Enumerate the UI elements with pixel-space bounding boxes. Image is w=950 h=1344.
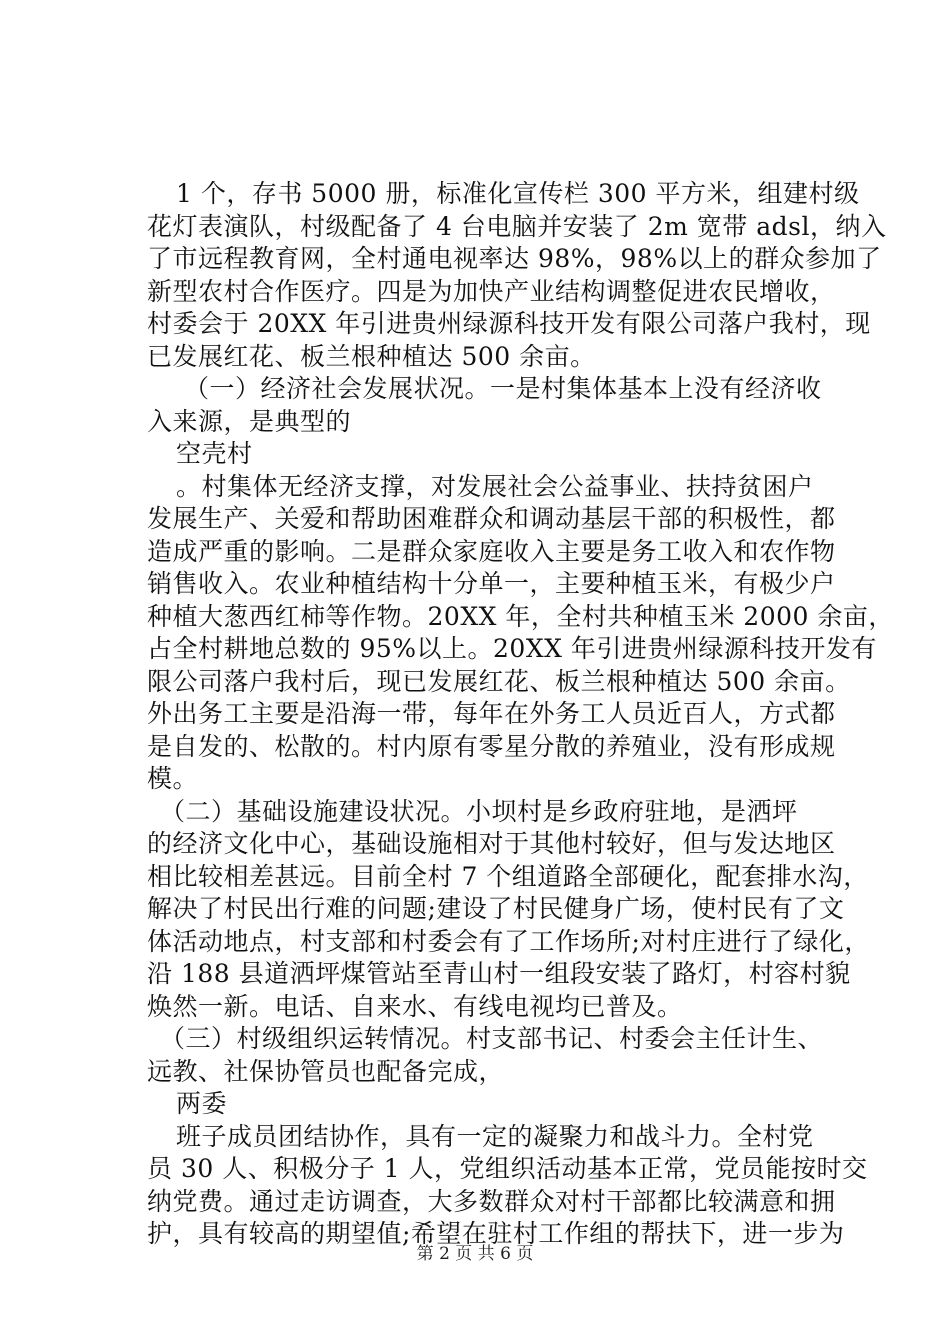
body-text-line: 新型农村合作医疗。四是为加快产业结构调整促进农民增收， — [147, 277, 836, 306]
body-text-line: 入来源，是典型的 — [147, 407, 352, 436]
body-text-line: 空壳村 — [176, 439, 253, 468]
body-text-line: 解决了村民出行难的问题;建设了村民健身广场，使村民有了文 — [147, 894, 845, 923]
body-text-line: 限公司落户我村后，现已发展红花、板兰根种植达 500 余亩。 — [147, 667, 851, 696]
body-text-line: 村委会于 20XX 年引进贵州绿源科技开发有限公司落户我村，现 — [147, 309, 871, 338]
body-text-line: 造成严重的影响。二是群众家庭收入主要是务工收入和农作物 — [147, 537, 836, 566]
body-text-line: 了市远程教育网，全村通电视率达 98%，98%以上的群众参加了 — [147, 244, 882, 273]
body-text-line: 两委 — [176, 1089, 228, 1118]
body-text-line: 焕然一新。电话、自来水、有线电视均已普及。 — [147, 992, 683, 1021]
body-text-line: 的经济文化中心，基础设施相对于其他村较好，但与发达地区 — [147, 829, 836, 858]
body-text-line: 相比较相差甚远。目前全村 7 个组道路全部硬化，配套排水沟， — [147, 862, 869, 891]
body-text-line: 护，具有较高的期望值;希望在驻村工作组的帮扶下，进一步为 — [147, 1219, 845, 1248]
section-heading-line: （一）经济社会发展状况。一是村集体基本上没有经济收 — [184, 374, 822, 403]
body-text-line: 发展生产、关爱和帮助困难群众和调动基层干部的积极性，都 — [147, 504, 836, 533]
body-text-line: 沿 188 县道洒坪煤管站至青山村一组段安装了路灯，村容村貌 — [147, 959, 851, 988]
body-text-line: 远教、社保协管员也配备完成， — [147, 1057, 505, 1086]
page-number-footer: 第 2 页 共 6 页 — [416, 1244, 534, 1264]
body-text-line: 种植大葱西红柿等作物。20XX 年，全村共种植玉米 2000 余亩， — [147, 602, 894, 631]
body-text-line: 班子成员团结协作，具有一定的凝聚力和战斗力。全村党 — [176, 1122, 814, 1151]
body-text-line: 是自发的、松散的。村内原有零星分散的养殖业，没有形成规 — [147, 732, 836, 761]
section-heading-line: （三）村级组织运转情况。村支部书记、村委会主任计生、 — [160, 1024, 824, 1053]
body-text-line: 纳党费。通过走访调查，大多数群众对村干部都比较满意和拥 — [147, 1187, 836, 1216]
body-text-line: 1 个，存书 5000 册，标准化宣传栏 300 平方米，组建村级 — [176, 179, 860, 208]
body-text-line: 占全村耕地总数的 95%以上。20XX 年引进贵州绿源科技开发有 — [147, 634, 877, 663]
section-heading-line: （二）基础设施建设状况。小坝村是乡政府驻地，是洒坪 — [160, 797, 798, 826]
body-text-line: 模。 — [147, 764, 199, 793]
body-text-line: 体活动地点，村支部和村委会有了工作场所;对村庄进行了绿化， — [147, 927, 870, 956]
body-text-line: 已发展红花、板兰根种植达 500 余亩。 — [147, 342, 596, 371]
body-text-line: 销售收入。农业种植结构十分单一，主要种植玉米，有极少户 — [147, 569, 836, 598]
body-text-line: 花灯表演队，村级配备了 4 台电脑并安装了 2m 宽带 adsl，纳入 — [147, 212, 887, 241]
body-text-line: 员 30 人、积极分子 1 人，党组织活动基本正常，党员能按时交 — [147, 1154, 868, 1183]
body-text-line: 。村集体无经济支撑，对发展社会公益事业、扶持贫困户 — [176, 472, 814, 501]
body-text-line: 外出务工主要是沿海一带，每年在外务工人员近百人，方式都 — [147, 699, 836, 728]
